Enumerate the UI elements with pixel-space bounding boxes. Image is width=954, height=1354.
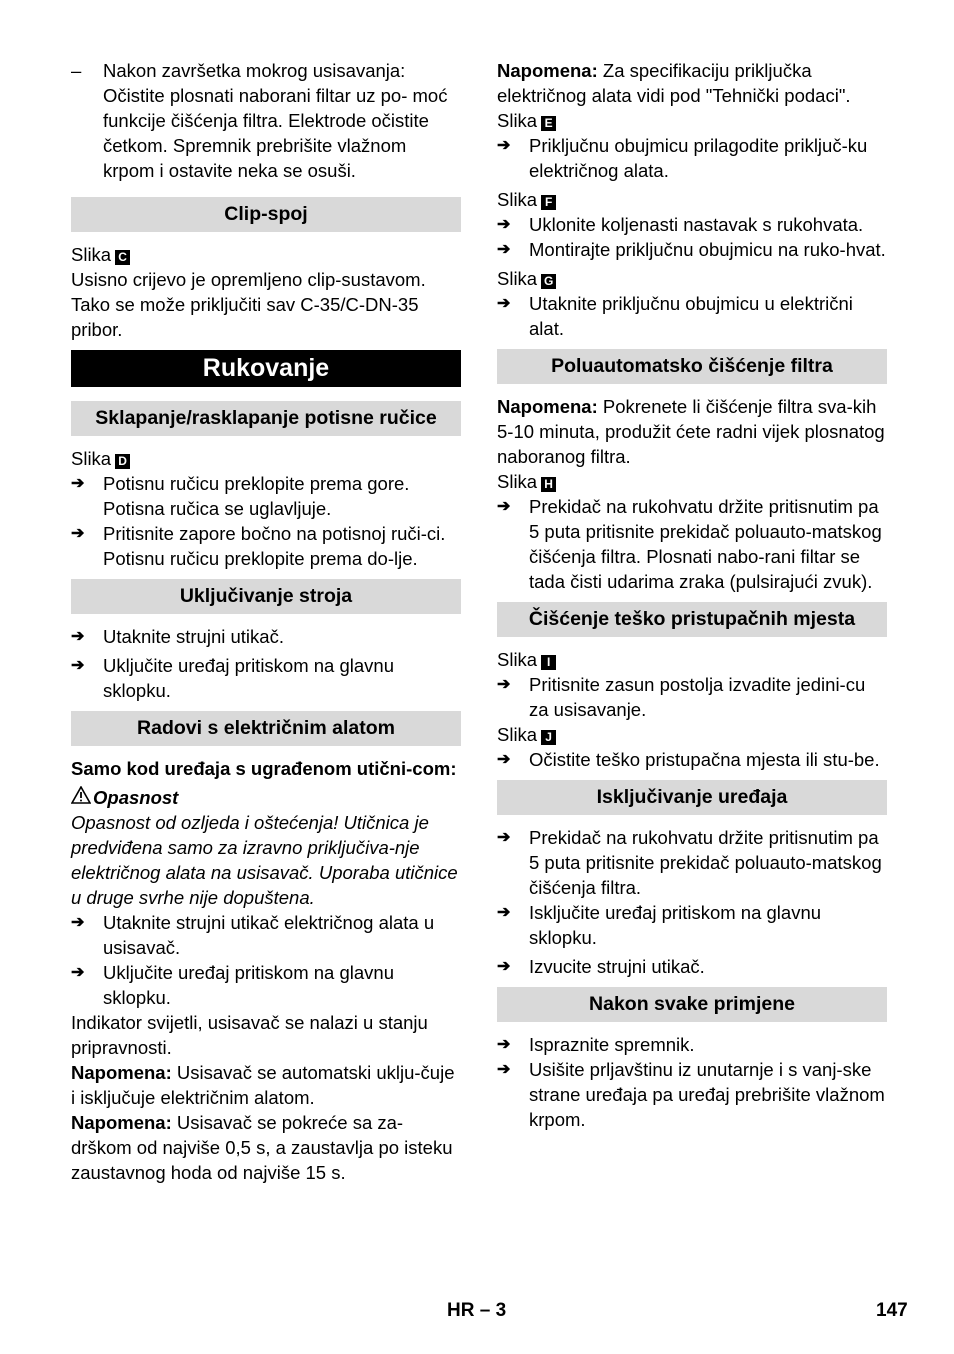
list-item: ➔ Pritisnite zasun postolja izvadite jedini-cu za usisavanje. <box>497 674 866 720</box>
list-item: ➔ Isključite uređaj pritiskom na glavnu sklopku. <box>497 902 822 948</box>
arrow-icon: ➔ <box>497 829 511 846</box>
arrow-icon: ➔ <box>497 904 511 921</box>
figure-ref-j: Slika J <box>497 722 887 747</box>
list-item: ➔ Prekidač na rukohvatu držite pritisnutim pa 5 puta pritisnite prekidač poluauto-matskog čišćenja filtra. Plosnati nabo-rani filtar se tada čisti udarima zraka (pulsirajući zvuk). <box>497 496 882 592</box>
figure-letter-h: H <box>541 477 556 492</box>
figure-letter-j: J <box>541 730 556 745</box>
figure-letter-i: I <box>541 655 556 670</box>
list-item: ➔ Pritisnite zapore bočno na potisnoj ruči-ci. Potisnu ručicu preklopite prema do-lje. <box>71 523 446 569</box>
figure-letter-e: E <box>541 116 556 131</box>
figure-ref-g: Slika G <box>497 266 887 291</box>
page-number: 147 <box>876 1300 908 1321</box>
figure-ref-c: Slika C <box>71 242 461 267</box>
figure-letter-f: F <box>541 195 556 210</box>
arrow-icon: ➔ <box>71 525 85 542</box>
footer-section-label: HR – 3 <box>447 1300 507 1321</box>
list-item: ➔ Utaknite strujni utikač električnog alata u usisavač. <box>71 912 435 958</box>
figure-ref-e: Slika E <box>497 108 887 133</box>
arrow-icon: ➔ <box>497 216 511 233</box>
list-item: ➔ Ispraznite spremnik. <box>497 1034 695 1055</box>
arrow-icon: ➔ <box>497 137 511 154</box>
arrow-icon: ➔ <box>497 295 511 312</box>
section-heading-clip: Clip-spoj <box>71 197 461 232</box>
arrow-icon: ➔ <box>497 1036 511 1053</box>
figure-ref-h: Slika H <box>497 469 887 494</box>
section-heading-semi: Poluautomatsko čišćenje filtra <box>497 349 887 384</box>
arrow-icon: ➔ <box>71 475 85 492</box>
figure-letter-d: D <box>115 454 130 469</box>
chapter-title: Rukovanje <box>71 350 461 387</box>
danger-heading: Opasnost <box>71 785 461 810</box>
tool-bold-note: Samo kod uređaja s ugrađenom utični-com: <box>71 758 457 779</box>
list-item: ➔ Usišite prljavštinu iz unutarnje i s vanj-ske strane uređaja pa uređaj prebrišite vlažnom krpom. <box>497 1059 885 1130</box>
arrow-icon: ➔ <box>71 628 85 645</box>
figure-ref-d: Slika D <box>71 446 461 471</box>
list-item: ➔ Potisnu ručicu preklopite prema gore. Potisna ručica se uglavljuje. <box>71 473 410 519</box>
list-item: ➔ Prekidač na rukohvatu držite pritisnutim pa 5 puta pritisnite prekidač poluauto-matskog čišćenja filtra. <box>497 827 882 898</box>
section-heading-tool: Radovi s električnim alatom <box>71 711 461 746</box>
figure-ref-i: Slika I <box>497 647 887 672</box>
dash-mark: – <box>71 60 82 81</box>
semi-note: Napomena: Pokrenete li čišćenje filtra sva-kih 5-10 minuta, produžit ćete radni vijek plosnatog naboranog filtra. <box>497 396 885 467</box>
note-spec: Napomena: Za specifikaciju priključka električnog alata vidi pod "Tehnički podaci". <box>497 60 851 106</box>
figure-ref-f: Slika F <box>497 187 887 212</box>
list-item: ➔ Utaknite strujni utikač. <box>71 626 284 647</box>
arrow-icon: ➔ <box>497 751 511 768</box>
indicator-paragraph: Indikator svijetli, usisavač se nalazi u stanju pripravnosti. <box>71 1012 428 1058</box>
list-item: ➔ Očistite teško pristupačna mjesta ili stu-be. <box>497 749 880 770</box>
arrow-icon: ➔ <box>497 676 511 693</box>
list-item: ➔ Uključite uređaj pritiskom na glavnu sklopku. <box>71 962 394 1008</box>
note-2: Napomena: Usisavač se pokreće sa za-drškom od najviše 0,5 s, a zaustavlja po isteku zaustavnog hoda od najviše 15 s. <box>71 1112 453 1183</box>
list-item: ➔ Izvucite strujni utikač. <box>497 956 705 977</box>
figure-letter-g: G <box>541 274 556 289</box>
arrow-icon: ➔ <box>497 958 511 975</box>
list-item: ➔ Montirajte priključnu obujmicu na ruko-hvat. <box>497 239 886 260</box>
figure-letter-c: C <box>115 250 130 265</box>
section-heading-hard: Čišćenje teško pristupačnih mjesta <box>497 602 887 637</box>
arrow-icon: ➔ <box>71 657 85 674</box>
arrow-icon: ➔ <box>71 964 85 981</box>
arrow-icon: ➔ <box>497 498 511 515</box>
warning-triangle-icon <box>71 785 93 810</box>
note-1: Napomena: Usisavač se automatski uklju-čuje i isključuje električnim alatom. <box>71 1062 455 1108</box>
list-item: ➔ Utaknite priključnu obujmicu u električni alat. <box>497 293 853 339</box>
section-heading-on: Uključivanje stroja <box>71 579 461 614</box>
intro-dash-text: Nakon završetka mokrog usisavanja: Očistite plosnati naborani filtar uz po- moć funkcije čišćenja filtra. Elektrode očistite četkom. Spremnik prebrišite vlažnom krpom i ostavite neka se osuši. <box>103 60 448 181</box>
section-heading-after: Nakon svake primjene <box>497 987 887 1022</box>
section-heading-fold: Sklapanje/rasklapanje potisne ručice <box>71 401 461 436</box>
clip-paragraph: Usisno crijevo je opremljeno clip-sustavom. Tako se može priključiti sav C-35/C-DN-35 pribor. <box>71 269 426 340</box>
list-item: ➔ Uključite uređaj pritiskom na glavnu sklopku. <box>71 655 394 701</box>
arrow-icon: ➔ <box>71 914 85 931</box>
list-item: ➔ Uklonite koljenasti nastavak s rukohvata. <box>497 214 864 235</box>
intro-dash-item <box>71 58 461 183</box>
right-column <box>497 58 887 1132</box>
left-column <box>71 58 461 1185</box>
danger-text: Opasnost od ozljeda i oštećenja! Utičnica je predviđena samo za izravno priključiva-nje električnog alata na usisavač. Uporaba utičnice u druge svrhe nije dopuštena. <box>71 812 458 908</box>
arrow-icon: ➔ <box>497 241 511 258</box>
section-heading-off: Isključivanje uređaja <box>497 780 887 815</box>
list-item: ➔ Priključnu obujmicu prilagodite priključ-ku električnog alata. <box>497 135 868 181</box>
arrow-icon: ➔ <box>497 1061 511 1078</box>
